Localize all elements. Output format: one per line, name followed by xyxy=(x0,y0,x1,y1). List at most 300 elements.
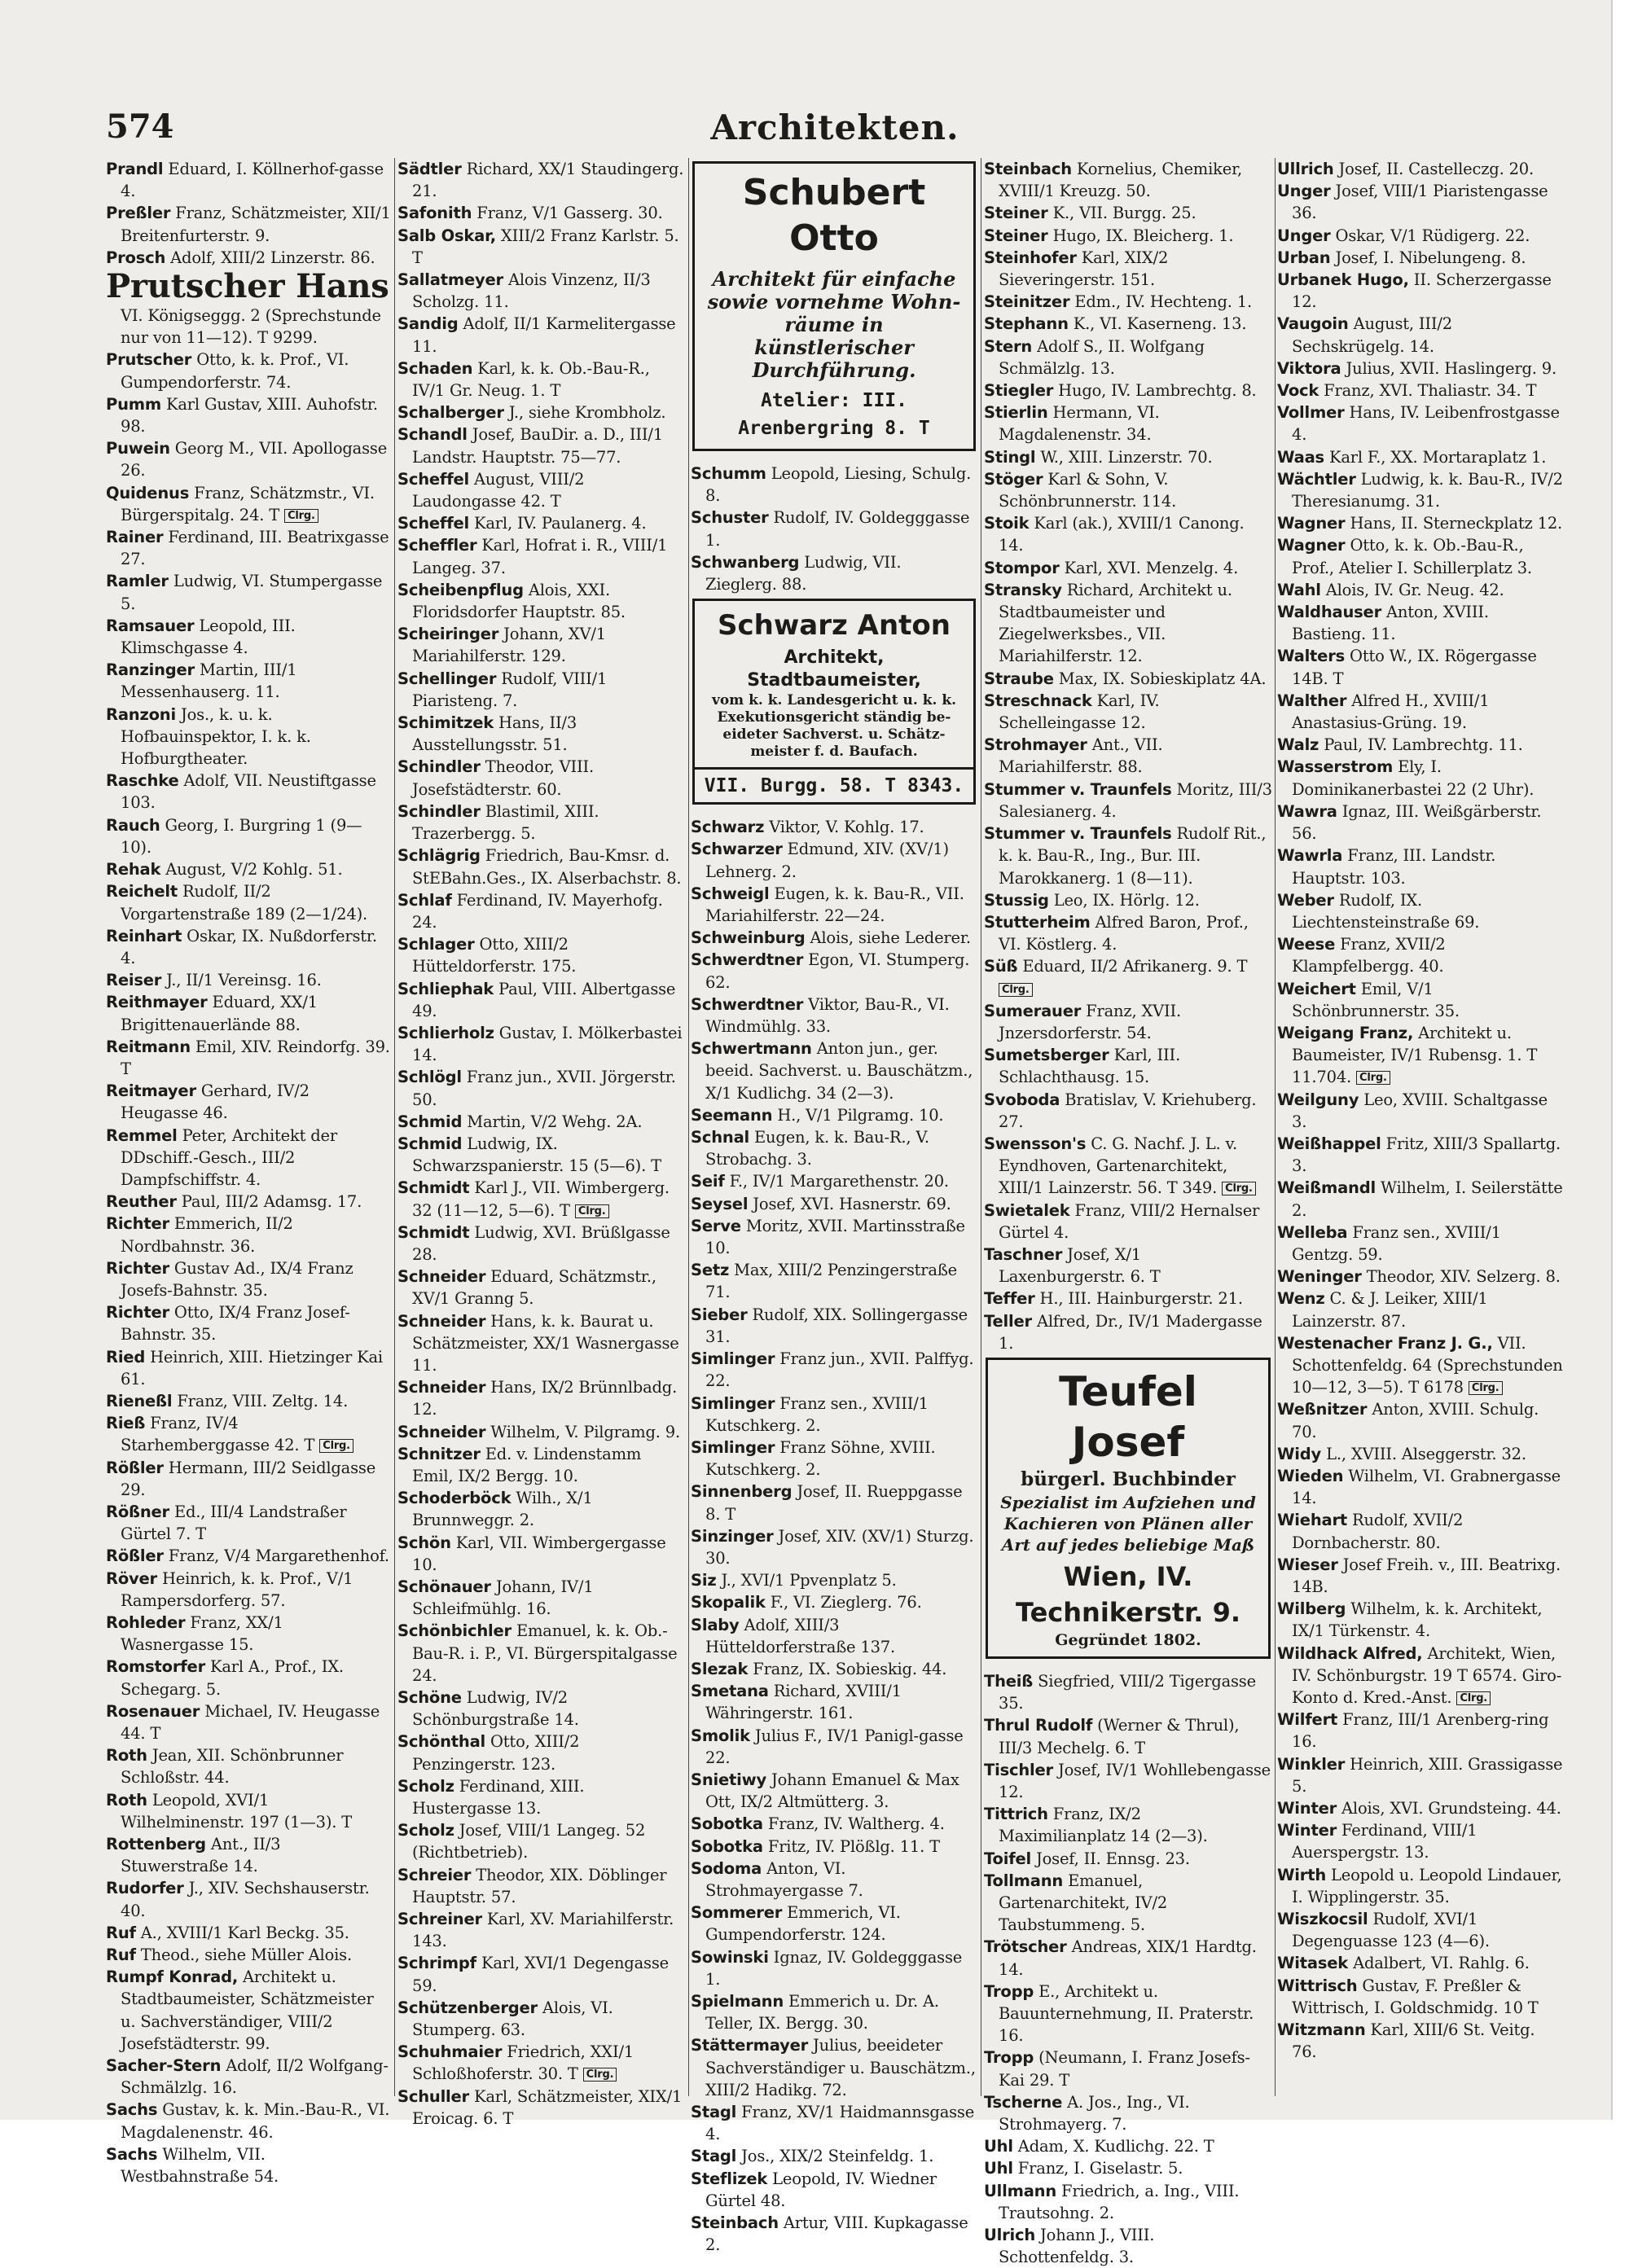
entry-details: Johann Emanuel & Max Ott, IX/2 Altmütterg. 3. xyxy=(705,1770,959,1812)
advertisement-line: vom k. k. Landesgericht u. k. k. xyxy=(711,692,957,709)
entry-name: Sumetsberger xyxy=(984,1046,1109,1065)
directory-entry xyxy=(984,2091,1272,2135)
directory-entry xyxy=(1277,2019,1564,2063)
entry-name: Weber xyxy=(1277,890,1334,910)
entry-details: Hugo, IV. Lambrechtg. 8. xyxy=(1053,381,1257,401)
entry-name: Raschke xyxy=(106,771,179,791)
directory-entry xyxy=(397,1487,686,1531)
directory-entry xyxy=(397,1775,686,1819)
directory-entry xyxy=(397,1111,686,1133)
entry-details: Franz, III/1 Arenberg-ring 16. xyxy=(1292,1710,1549,1752)
directory-entry xyxy=(106,991,391,1035)
entry-name: Rieneßl xyxy=(106,1391,173,1410)
entry-name: Schlaf xyxy=(397,890,452,910)
entry-name: Schmidt xyxy=(397,1178,470,1198)
directory-entry xyxy=(1277,1089,1564,1133)
directory-entry xyxy=(106,1213,391,1257)
entry-details: Leopold, III. Klimschgasse 4. xyxy=(121,616,296,658)
directory-entry xyxy=(1277,645,1564,689)
entry-details: Gerhard, IV/2 Heugasse 46. xyxy=(121,1081,310,1123)
directory-entry xyxy=(691,1836,977,1858)
directory-entry xyxy=(106,925,391,969)
directory-entry xyxy=(691,949,977,993)
advertisement-box xyxy=(692,599,976,805)
entry-details: Josef, II. Castelleczg. 20. xyxy=(1333,160,1534,178)
entry-details: Paul, III/2 Adamsg. 17. xyxy=(176,1192,362,1212)
entry-details: Gustav, k. k. Min.-Bau-R., VI. Magdalenenstr. 46. xyxy=(121,2100,390,2142)
directory-entry xyxy=(1277,269,1564,313)
entry-details: C. & J. Leiker, XIII/1 Lainzerstr. 87. xyxy=(1292,1289,1488,1331)
directory-entry xyxy=(106,704,391,770)
directory-entry xyxy=(106,1612,391,1656)
entry-details: Franz, V/4 Margarethenhof. xyxy=(163,1546,389,1566)
entry-name: Schnal xyxy=(691,1128,750,1147)
entry-name: Wilfert xyxy=(1277,1710,1338,1730)
entry-name: Sinnenberg xyxy=(691,1482,793,1502)
entry-name: Thrul Rudolf xyxy=(984,1716,1093,1735)
entry-name: Ullmann xyxy=(984,2181,1057,2200)
directory-entry xyxy=(1277,1222,1564,1266)
entry-details: Heinrich, XIII. Hietzinger Kai 61. xyxy=(121,1347,383,1388)
entry-name: Scheibenpflug xyxy=(397,580,524,599)
directory-entry xyxy=(984,2180,1272,2224)
entry-details: E., Architekt u. Bauunternehmung, II. Praterstr. 16. xyxy=(999,1981,1254,2046)
entry-details: Fritz, XIII/3 Spallartg. 3. xyxy=(1292,1134,1561,1176)
entry-details: Franz sen., XVIII/1 Kutschkerg. 2. xyxy=(705,1393,929,1435)
directory-entry xyxy=(397,1532,686,1576)
entry-name: Remmel xyxy=(106,1125,178,1145)
entry-details: F., VI. Zieglerg. 76. xyxy=(765,1593,922,1612)
directory-entry xyxy=(1277,512,1564,534)
directory-entry xyxy=(1277,225,1564,247)
directory-entry xyxy=(984,1803,1272,1847)
directory-entry xyxy=(1277,358,1564,379)
entry-details: Ferdinand, IV. Mayerhofg. 24. xyxy=(412,890,663,932)
entry-name: Simlinger xyxy=(691,1437,775,1457)
directory-entry xyxy=(1277,1332,1564,1399)
directory-entry xyxy=(691,1348,977,1392)
directory-entry xyxy=(984,1089,1272,1133)
directory-entry xyxy=(984,1870,1272,1937)
entry-name: Steiner xyxy=(984,204,1048,223)
directory-entry xyxy=(691,1769,977,1813)
entry-details: Karl, VII. Wimbergergasse 10. xyxy=(412,1533,666,1574)
entry-name: Tscherne xyxy=(984,2092,1063,2112)
entry-details: Hans, IV. Leibenfrostgasse 4. xyxy=(1292,403,1560,445)
entry-name: Sumerauer xyxy=(984,1001,1082,1020)
entry-name: Ramler xyxy=(106,572,169,591)
entry-details: Heinrich, k. k. Prof., V/1 Rampersdorferg. 57. xyxy=(121,1568,353,1610)
entry-details: Artur, VIII. Kupkagasse 2. xyxy=(705,2213,968,2255)
directory-entry xyxy=(984,690,1272,734)
directory-entry xyxy=(691,883,977,927)
directory-entry xyxy=(984,779,1272,823)
entry-name: Scholz xyxy=(397,1821,454,1840)
entry-name: Swensson's xyxy=(984,1134,1087,1153)
entry-details: Emmerich u. Dr. A. Teller, IX. Bergg. 30. xyxy=(705,1991,939,2033)
directory-entry xyxy=(106,269,391,349)
directory-entry xyxy=(984,1133,1272,1200)
entry-name: Schweigl xyxy=(691,884,770,903)
entry-details: XIII/2 Franz Karlstr. 5. T xyxy=(412,226,679,267)
entry-details: Rudolf, IX. Liechtensteinstraße 69. xyxy=(1292,890,1480,932)
directory-entry xyxy=(984,2046,1272,2090)
directory-entry xyxy=(1277,1509,1564,1553)
directory-entry xyxy=(397,158,686,202)
entry-details: Karl, Schätzmeister, XIX/1 Eroicag. 6. T xyxy=(412,2086,683,2128)
entry-name: Straube xyxy=(984,669,1054,688)
entry-name: Schwerdtner xyxy=(691,994,804,1014)
entry-name: Wächtler xyxy=(1277,469,1356,489)
entry-name: Sieber xyxy=(691,1305,748,1324)
entry-name: Schreier xyxy=(397,1865,472,1884)
entry-name: Uhl xyxy=(984,2137,1013,2156)
directory-entry xyxy=(397,1819,686,1863)
entry-details: Otto, XIII/2 Hütteldorferstr. 175. xyxy=(412,935,577,976)
entry-details: Karl J., VII. Wimbergerg. 32 (11—12, 5—6). T xyxy=(412,1178,670,1220)
directory-entry xyxy=(691,2034,977,2101)
entry-details: Wilh., X/1 Brunnweggr. 2. xyxy=(412,1489,593,1530)
entry-details: Ferdinand, XIII. Hustergasse 13. xyxy=(412,1776,585,1818)
entry-details: Blastimil, XIII. Trazerbergg. 5. xyxy=(412,801,599,844)
entry-details: Julius, XVII. Haslingerg. 9. xyxy=(1341,358,1557,378)
entry-details: Franz jun., XVII. Palffyg. 22. xyxy=(705,1349,974,1391)
directory-entry xyxy=(397,933,686,977)
entry-name: Stiegler xyxy=(984,381,1054,401)
directory-entry xyxy=(106,349,391,393)
entry-details: Josef, VIII/1 Langeg. 52 (Richtbetrieb). xyxy=(412,1821,646,1862)
entry-name: Slezak xyxy=(691,1659,749,1678)
entry-details: Oskar, IX. Nußdorferstr. 4. xyxy=(121,926,377,967)
entry-details: Friedrich, a. Ing., VIII. Trautsohng. 2. xyxy=(999,2181,1240,2222)
entry-name: Tropp xyxy=(984,2048,1034,2068)
entry-details: Hans, k. k. Baurat u. Schätzmeister, XX/1 Wasnergasse 11. xyxy=(412,1311,679,1375)
entry-name: Uhl xyxy=(984,2159,1013,2178)
entry-details: Theodor, XIV. Selzerg. 8. xyxy=(1361,1267,1561,1287)
entry-details: Peter, Architekt der DDschiff.-Gesch., III/2 Dampfschiffstr. 4. xyxy=(121,1125,338,1189)
entry-details: Edmund, XIV. (XV/1) Lehnerg. 2. xyxy=(705,840,949,881)
entry-name: Tollmann xyxy=(984,1871,1064,1890)
entry-name: Simlinger xyxy=(691,1393,775,1413)
entry-details: Franz, Schätzmeister, XII/1 Breitenfurterstr. 9. xyxy=(121,204,391,245)
entry-details: Georg M., VII. Apollogasse 26. xyxy=(121,439,388,480)
entry-details: Julius F., IV/1 Panigl-gasse 22. xyxy=(705,1726,964,1767)
advertiser-name: Teufel Josef xyxy=(1059,1367,1197,1466)
entry-details: Paul, VIII. Albertgasse 49. xyxy=(412,979,676,1020)
entry-name: Richter xyxy=(106,1303,169,1323)
directory-entry xyxy=(691,1104,977,1126)
directory-entry xyxy=(106,1191,391,1213)
directory-entry xyxy=(397,1177,686,1221)
directory-entry xyxy=(106,1036,391,1080)
entry-details: Adolf, XIII/2 Linzerstr. 86. xyxy=(165,248,375,267)
directory-entry xyxy=(1277,844,1564,888)
entry-details: Franz, III. Landstr. Hauptstr. 103. xyxy=(1292,846,1496,888)
entry-name: Urban xyxy=(1277,248,1331,267)
entry-details: Rudolf, XVII/2 Dornbacherstr. 80. xyxy=(1292,1511,1464,1552)
directory-entry xyxy=(691,1858,977,1902)
directory-entry xyxy=(106,1944,391,1966)
directory-entry xyxy=(1277,1709,1564,1753)
directory-entry xyxy=(397,1908,686,1952)
entry-name: Stagl xyxy=(691,2147,737,2166)
entry-details: Karl F., XX. Mortaraplatz 1. xyxy=(1324,447,1547,467)
directory-entry xyxy=(106,158,391,202)
entry-name: Reithmayer xyxy=(106,993,208,1012)
entry-name: Weninger xyxy=(1277,1267,1362,1287)
entry-details: Jean, XII. Schönbrunner Schloßstr. 44. xyxy=(121,1746,344,1788)
entry-name: Weißhappel xyxy=(1277,1134,1381,1153)
directory-entry xyxy=(397,2041,686,2085)
entry-details: Ludwig, k. k. Bau-R., IV/2 Theresianumg. 31. xyxy=(1292,469,1563,511)
entry-name: Rieß xyxy=(106,1414,146,1433)
advertiser-address: VII. Burgg. 58. T 8343. xyxy=(695,767,973,802)
directory-entry xyxy=(106,615,391,659)
entry-name: Wilberg xyxy=(1277,1599,1346,1619)
directory-entry xyxy=(691,1813,977,1835)
directory-entry xyxy=(691,463,977,507)
directory-entry xyxy=(106,1744,391,1788)
entry-name: Rehak xyxy=(106,860,161,880)
entry-details: Theodor, XIX. Döblinger Hauptstr. 57. xyxy=(412,1865,667,1906)
directory-entry xyxy=(691,1193,977,1215)
directory-entry xyxy=(984,823,1272,889)
entry-details: Franz, IV/4 Starhemberggasse 42. T xyxy=(121,1414,315,1455)
entry-name: Strohmayer xyxy=(984,735,1087,755)
page-header xyxy=(106,107,1564,156)
directory-entry xyxy=(106,1412,391,1456)
entry-details: Franz, XVII. Jnzersdorferstr. 54. xyxy=(999,1001,1182,1042)
advertiser-address: Atelier: III. Arenbergring 8. T xyxy=(738,390,930,439)
entry-details: Josef, XVI. Hasnerstr. 69. xyxy=(748,1194,951,1213)
entry-details: Franz, VIII/2 Hernalser Gürtel 4. xyxy=(999,1200,1260,1242)
entry-name: Sädtler xyxy=(397,160,462,178)
entry-details: Alois Vinzenz, II/3 Scholzg. 11. xyxy=(412,270,651,312)
entry-name: Waas xyxy=(1277,447,1324,467)
directory-entry xyxy=(397,1133,686,1177)
clearing-badge: Clrg. xyxy=(1356,1071,1390,1085)
entry-details: A., XVIII/1 Karl Beckg. 35. xyxy=(135,1923,349,1942)
directory-entry xyxy=(984,1000,1272,1044)
entry-details: Eduard, II/2 Afrikanerg. 9. T xyxy=(1017,957,1248,976)
directory-entry xyxy=(691,1259,977,1303)
entry-name: Seysel xyxy=(691,1194,749,1213)
directory-entry xyxy=(691,2101,977,2145)
entry-details: Architekt u. Baumeister, IV/1 Rubensg. 1. T 11.704. xyxy=(1292,1023,1538,1087)
entry-details: Karl Gustav, XIII. Auhofstr. 98. xyxy=(121,394,378,436)
entry-details: Viktor, V. Kohlg. 17. xyxy=(764,818,924,837)
entry-name: Schneider xyxy=(397,1378,486,1397)
entry-details: Hugo, IX. Bleicherg. 1. xyxy=(1047,226,1234,245)
directory-entry xyxy=(984,668,1272,690)
entry-name: Wieser xyxy=(1277,1555,1338,1574)
entry-name: Teller xyxy=(984,1311,1032,1331)
entry-details: Ludwig, VI. Stumpergasse 5. xyxy=(121,572,383,613)
directory-entry xyxy=(1277,1398,1564,1442)
entry-name: Ranzinger xyxy=(106,660,195,680)
advertiser-trade: bürgerl. Buchbinder xyxy=(1021,1467,1236,1490)
entry-name: Röver xyxy=(106,1568,157,1588)
entry-name: Schindler xyxy=(397,757,481,777)
entry-details: Viktor, Bau-R., VI. Windmühlg. 33. xyxy=(705,994,950,1037)
directory-entry xyxy=(984,1044,1272,1088)
directory-entry xyxy=(397,712,686,756)
directory-entry xyxy=(691,1393,977,1437)
entry-name: Schönbichler xyxy=(397,1621,512,1641)
entry-details: (Werner & Thrul), III/3 Mechelg. 6. T xyxy=(999,1716,1240,1757)
entry-name: Welleba xyxy=(1277,1222,1348,1242)
entry-name: Safonith xyxy=(397,204,472,223)
directory-entry xyxy=(1277,1133,1564,1177)
entry-details: Karl A., Prof., IX. Schegarg. 5. xyxy=(121,1657,344,1699)
entry-details: Egon, VI. Stumperg. 62. xyxy=(705,950,970,992)
entry-details: Karl, k. k. Ob.-Bau-R., IV/1 Gr. Neug. 1. T xyxy=(412,358,650,401)
entry-details: Ant., II/3 Stuwerstraße 14. xyxy=(121,1835,281,1876)
entry-details: Leo, IX. Hörlg. 12. xyxy=(1048,890,1200,910)
entry-details: Josef, X/1 Laxenburgerstr. 6. T xyxy=(999,1244,1161,1287)
entry-name: Rößner xyxy=(106,1502,169,1521)
entry-details: A. Jos., Ing., VI. Strohmayerg. 7. xyxy=(999,2092,1190,2134)
directory-entry xyxy=(984,225,1272,247)
entry-details: Wilhelm, V. Pilgramg. 9. xyxy=(485,1422,680,1441)
entry-details: Franz jun., XVII. Jörgerstr. 50. xyxy=(412,1068,676,1109)
directory-entry xyxy=(397,668,686,712)
entry-name: Schalberger xyxy=(397,403,504,423)
clearing-badge: Clrg. xyxy=(575,1204,609,1218)
entry-details: K., VII. Burgg. 25. xyxy=(1047,204,1197,223)
entry-name: Smetana xyxy=(691,1682,769,1701)
entry-name: Stummer v. Traunfels xyxy=(984,779,1172,799)
entry-name: Pumm xyxy=(106,394,162,414)
entry-name: Ranzoni xyxy=(106,704,176,724)
entry-details: Richard, XVIII/1 Währingerstr. 161. xyxy=(705,1682,902,1723)
directory-entry xyxy=(397,801,686,844)
entry-details: Hermann, VI. Magdalenenstr. 34. xyxy=(999,403,1160,445)
advertisement-box xyxy=(692,161,976,451)
directory-entry xyxy=(106,1700,391,1744)
entry-details: Alfred H., XVIII/1 Anastasius-Grüng. 19. xyxy=(1292,691,1490,733)
entry-details: Wilhelm, I. Seilerstätte 2. xyxy=(1292,1178,1563,1220)
entry-details: Architekt, Wien, IV. Schönburgstr. 19 T 6574. Giro-Konto d. Kred.-Anst. xyxy=(1292,1643,1562,1708)
entry-name: Schwertmann xyxy=(691,1039,812,1059)
entry-name: Westenacher Franz J. G., xyxy=(1277,1333,1493,1353)
advertisement-box xyxy=(986,1358,1271,1659)
entry-details: Alois, siehe Lederer. xyxy=(805,928,971,948)
entry-name: Stussig xyxy=(984,890,1049,910)
entry-name: Winter xyxy=(1277,1799,1337,1818)
entry-details: Rudolf, IV. Goldegggasse 1. xyxy=(705,508,970,550)
directory-entry xyxy=(691,1680,977,1724)
directory-entry xyxy=(1277,801,1564,844)
directory-entry xyxy=(1277,734,1564,756)
entry-details: Franz, Schätzmstr., VI. Bürgerspitalg. 24. T xyxy=(121,483,375,524)
entry-details: Franz, V/1 Gasserg. 30. xyxy=(472,204,663,223)
entry-details: Franz sen., XVIII/1 Gentzg. 59. xyxy=(1292,1222,1501,1264)
entry-details: Leopold u. Leopold Lindauer, I. Wipplingerstr. 35. xyxy=(1292,1865,1562,1906)
entry-details: L., XVIII. Alseggerstr. 32. xyxy=(1321,1444,1526,1463)
directory-entry xyxy=(984,579,1272,668)
entry-name: Romstorfer xyxy=(106,1657,205,1677)
entry-name: Rosenauer xyxy=(106,1701,200,1721)
directory-entry xyxy=(1277,1797,1564,1819)
entry-details: Gustav, F. Preßler & Wittrisch, I. Goldschmidg. 10 T xyxy=(1292,1976,1539,2017)
entry-details: Josef, XIV. (XV/1) Sturzg. 30. xyxy=(705,1526,974,1568)
entry-name: Wittrisch xyxy=(1277,1976,1358,1995)
entry-details: Wilhelm, k. k. Architekt, IX/1 Türkenstr. 4. xyxy=(1292,1599,1543,1641)
entry-details: Adolf, VII. Neustiftgasse 103. xyxy=(121,771,376,813)
entry-details: Johann, XV/1 Mariahilferstr. 129. xyxy=(412,625,606,666)
directory-entry xyxy=(1277,379,1564,401)
directory-entry xyxy=(691,2212,977,2256)
entry-details: Otto, k. k. Prof., VI. Gumpendorferstr. 74. xyxy=(121,350,349,392)
entry-details: Josef, BauDir. a. D., III/1 Landstr. Hauptstr. 75—77. xyxy=(412,425,664,467)
entry-details: Hermann, III/2 Seidlgasse 29. xyxy=(121,1458,376,1499)
entry-details: Richard, Architekt u. Stadtbaumeister und Ziegelwerksbes., VII. Mariahilferstr. 12. xyxy=(999,580,1232,666)
entry-details: Heinrich, XIII. Grassigasse 5. xyxy=(1292,1754,1563,1796)
entry-name: Sodoma xyxy=(691,1858,762,1878)
directory-entry xyxy=(984,468,1272,512)
entry-details: Ludwig, VII. Zieglerg. 88. xyxy=(705,552,902,594)
directory-entry xyxy=(691,1569,977,1591)
advertisement-line: sowie vornehme Wohn- xyxy=(707,290,961,314)
directory-entry xyxy=(397,269,686,313)
entry-details: Moritz, XVII. Martinsstraße 10. xyxy=(705,1216,965,1258)
entry-details: Leopold, Liesing, Schulg. 8. xyxy=(705,464,972,506)
entry-details: August, III/2 Sechskrügelg. 14. xyxy=(1292,314,1453,356)
entry-name: Urbanek Hugo, xyxy=(1277,270,1409,290)
entry-details: Paul, IV. Lambrechtg. 11. xyxy=(1319,735,1523,755)
directory-entry xyxy=(106,1125,391,1191)
entry-name: Siz xyxy=(691,1571,717,1590)
entry-details: Johann, IV/1 Schleifmühlg. 16. xyxy=(412,1577,594,1619)
directory-entry xyxy=(397,1864,686,1908)
directory-entry xyxy=(984,2135,1272,2157)
entry-name: Schlägrig xyxy=(397,846,481,866)
directory-entry xyxy=(1277,401,1564,445)
entry-name: Ramsauer xyxy=(106,616,195,635)
entry-details: Rudolf, XIX. Sollingergasse 31. xyxy=(705,1305,968,1346)
entry-details: Hans, IX/2 Brünnlbadg. 12. xyxy=(412,1378,678,1419)
entry-name: Schrimpf xyxy=(397,1954,476,1973)
entry-details: August, VIII/2 Laudongasse 42. T xyxy=(412,469,585,511)
advertisement-line: Durchführung. xyxy=(752,358,916,382)
directory-entry xyxy=(984,512,1272,556)
directory-entry xyxy=(1277,446,1564,468)
directory-entry xyxy=(984,1714,1272,1758)
entry-details: Michael, IV. Heugasse 44. T xyxy=(121,1701,380,1744)
entry-details: Alfred, Dr., IV/1 Madergasse 1. xyxy=(999,1311,1262,1353)
entry-name: Tischler xyxy=(984,1760,1053,1779)
directory-entry xyxy=(106,2099,391,2143)
entry-details: Eugen, k. k. Bau-R., V. Strobachg. 3. xyxy=(705,1128,929,1169)
entry-name: Schwerdtner xyxy=(691,950,804,970)
entry-name: Preßler xyxy=(106,204,171,223)
entry-details: Josef, II. Rueppgasse 8. T xyxy=(705,1482,963,1524)
entry-details: Alfred Baron, Prof., VI. Köstlerg. 4. xyxy=(999,912,1249,954)
entry-name: Seif xyxy=(691,1172,725,1191)
entry-name: Setz xyxy=(691,1261,730,1280)
entry-name: Schoderböck xyxy=(397,1489,512,1508)
entry-name: Steinbach xyxy=(984,160,1072,178)
entry-name: Rumpf Konrad, xyxy=(106,1968,239,1987)
entry-name: Streschnack xyxy=(984,691,1092,710)
directory-entry xyxy=(691,838,977,882)
entry-details: Franz, IX/2 Maximilianplatz 14 (2—3). xyxy=(999,1805,1208,1846)
directory-entry xyxy=(106,2055,391,2099)
directory-entry xyxy=(1277,1177,1564,1221)
entry-name: Prutscher Hans xyxy=(106,267,389,306)
advertisement-line: Kachieren von Plänen aller xyxy=(1003,1513,1253,1533)
